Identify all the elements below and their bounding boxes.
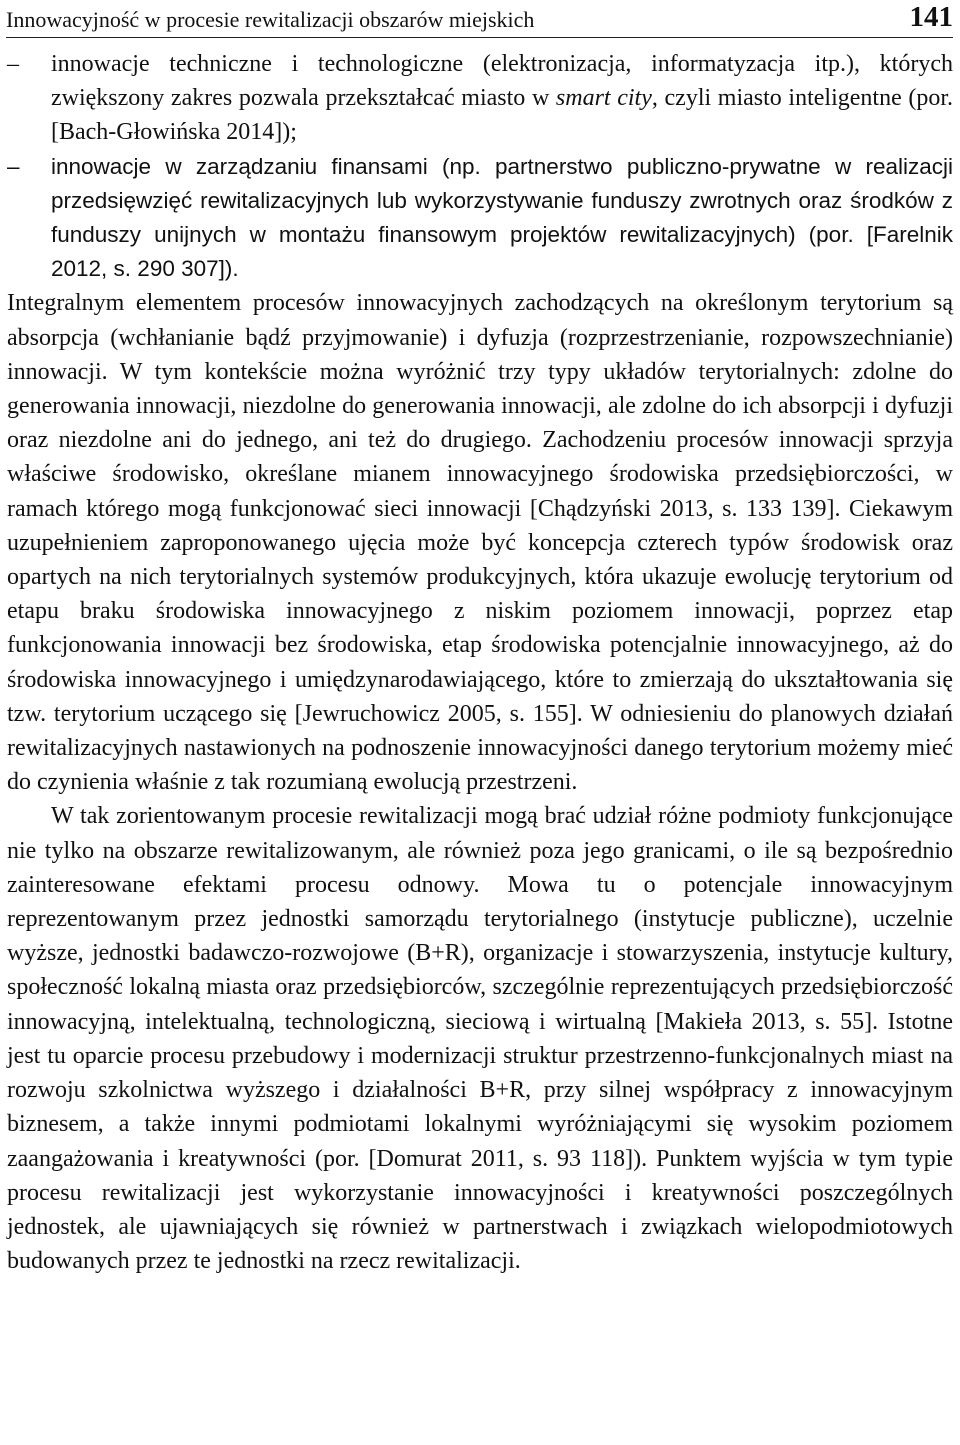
page-number: 141 (909, 1, 953, 33)
list-dash: – (7, 153, 20, 179)
list-item-text-start: innowacje techniczne i technologiczne (elektronizacja, informatyzacja itp.), których zwiększony zakres pozwala przekształcać miasto w (51, 51, 953, 112)
list-dash: – (7, 51, 19, 77)
body-paragraph: Integralnym elementem procesów innowacyjnych zachodzących na określonym terytorium są absorpcja (wchłanianie bądź przyjmowanie) i dyfuzja (rozprzestrzenianie, rozpowszechnianie) innowacji. W tym kontekście można wyróżnić trzy typy układów terytorialnych: zdolne do generowania innowacji, niezdolne do generowania innowacji, ale zdolne do ich absorpcji i dyfuzji oraz niezdolne ani do jednego, ani też do drugiego. Zachodzeniu procesów innowacji sprzyja właściwe środowisko, określane mianem innowacyjnego środowiska przedsiębiorczości, w ramach którego mogą funkcjonować sieci innowacji [Chądzyński 2013, s. 133 139]. Ciekawym uzupełnieniem zaproponowanego ujęcia może być koncepcja czterech typów środowisk oraz opartych na nich terytorialnych systemów produkcyjnych, która ukazuje ewolucję terytorium od etapu braku środowiska innowacyjnego z niskim poziomem innowacji, poprzez etap funkcjonowania innowacji bez środowiska, etap środowiska potencjalnie innowacyjnego, aż do środowiska innowacyjnego i umiędzynarodawiającego, które to zmierzają do ukształtowania się tzw. terytorium uczącego się [Jewruchowicz 2005, s. 155]. W odniesieniu do planowych działań rewitalizacyjnych nastawionych na podnoszenie innowacyjności danego terytorium możemy mieć do czynienia właśnie z tak rozumianą ewolucją przestrzeni. (7, 290, 953, 796)
body-paragraph: W tak zorientowanym procesie rewitalizacji mogą brać udział różne podmioty funkcjonujące nie tylko na obszarze rewitalizowanym, ale również poza jego granicami, o ile są bezpośrednio zainteresowane efektami procesu odnowy. Mowa tu o potencjale innowacyjnym reprezentowanym przez jednostki samorządu terytorialnego (instytucje publiczne), uczelnie wyższe, jednostki badawczo-rozwojowe (B+R), organizacje i stowarzyszenia, instytucje kultury, społeczność lokalną miasta oraz przedsiębiorców, szczególnie reprezentujących przedsiębiorczość innowacyjną, intelektualną, technologiczną, sieciową i wirtualną [Makieła 2013, s. 55]. Istotne jest tu oparcie procesu przebudowy i modernizacji struktur przestrzenno-funkcjonalnych miast na rozwoju szkolnictwa wyższego i działalności B+R, przy silnej współpracy z innowacyjnym biznesem, a także innymi podmiotami lokalnymi wyróżniającymi się wysokim poziomem zaangażowania i kreatywności (por. [Domurat 2011, s. 93 118]). Punktem wyjścia w tym typie procesu rewitalizacji jest wykorzystanie innowacyjności i kreatywności poszczególnych jednostek, ale ujawniających się również w partnerstwach i związkach wielopodmiotowych budowanych przez te jednostki na rzecz rewitalizacji. (7, 803, 953, 1275)
list-item-text-end: , czyli miasto inteligentne (por. [Bach-Głowińska 2014]); (51, 85, 954, 146)
list-item (7, 150, 953, 287)
running-header (6, 1, 953, 38)
list-item-italic-term: smart city (555, 85, 652, 112)
running-title: Innowacyjność w procesie rewitalizacji obszarów miejskich (6, 7, 535, 32)
list-item (7, 47, 953, 150)
page-body (7, 47, 953, 1278)
list-item-text: innowacje w zarządzaniu finansami (np. partnerstwo publiczno-prywatne w realizacji przedsięwzięć rewitalizacyjnych lub wykorzystywanie funduszy zwrotnych oraz środków z funduszy unijnych w montażu finansowym projektów rewitalizacyjnych) (por. [Farelnik 2012, s. 290 307]). (51, 153, 953, 282)
